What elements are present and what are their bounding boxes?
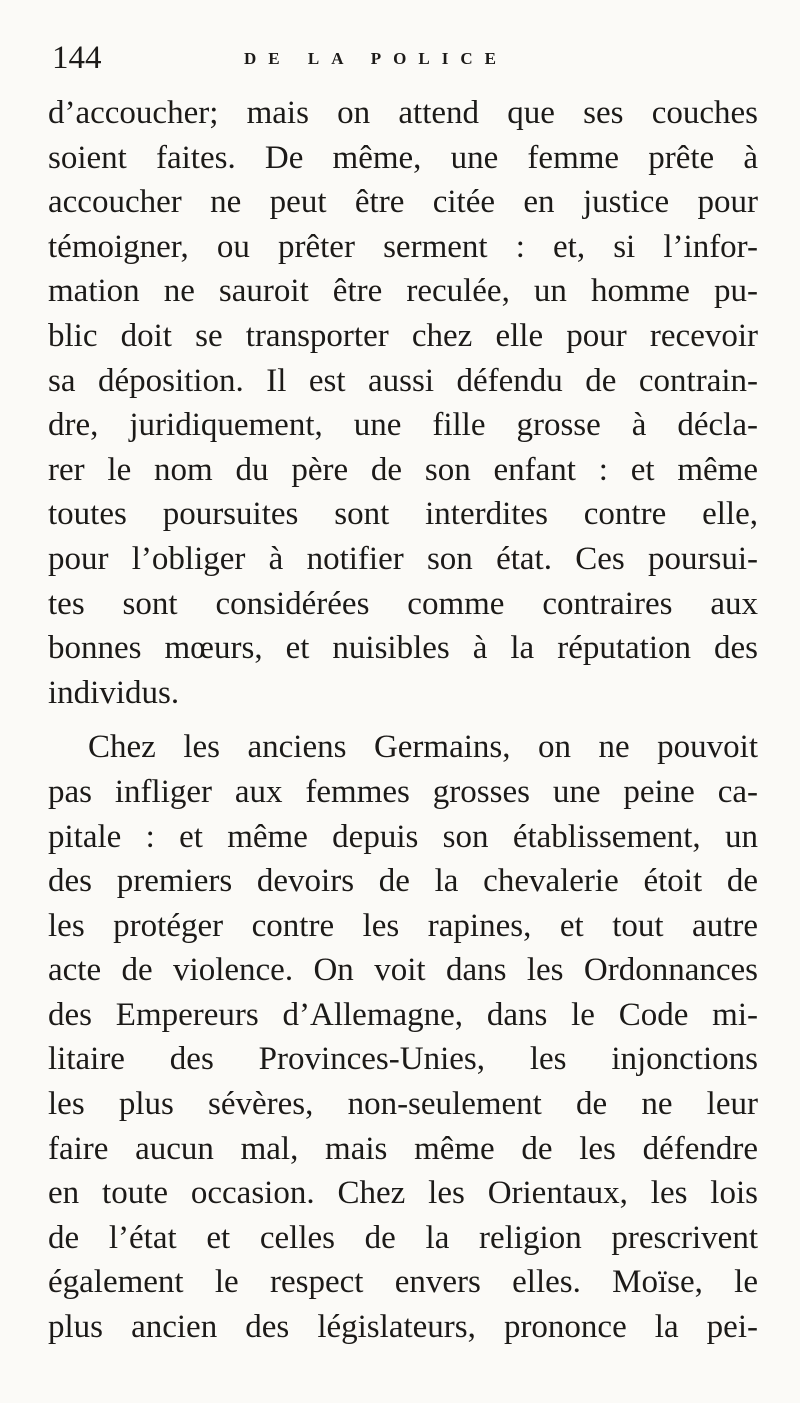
text-line: tes sont considérées comme contraires aux — [48, 585, 758, 622]
text-line: de l’état et celles de la religion prescrivent — [48, 1219, 758, 1256]
text-line: témoigner, ou prêter serment : et, si l’infor- — [48, 228, 758, 265]
text-line: bonnes mœurs, et nuisibles à la réputation des — [48, 630, 758, 667]
text-line: des Empereurs d’Allemagne, dans le Code mi- — [48, 996, 758, 1033]
text-line: en toute occasion. Chez les Orientaux, les lois — [48, 1175, 758, 1212]
text-line: litaire des Provinces-Unies, les injonctions — [48, 1041, 758, 1078]
text-line: sa déposition. Il est aussi défendu de contrain- — [48, 362, 758, 399]
text-line: soient faites. De même, une femme prête à — [48, 139, 758, 176]
paragraph-2 — [48, 725, 758, 1349]
text-line: des premiers devoirs de la chevalerie étoit de — [48, 863, 758, 900]
text-line: rer le nom du père de son enfant : et même — [48, 451, 758, 488]
text-line: d’accoucher; mais on attend que ses couches — [48, 95, 758, 131]
text-line: blic doit se transporter chez elle pour recevoir — [48, 317, 758, 354]
text-line: également le respect envers elles. Moïse, le — [48, 1264, 758, 1301]
text-line: acte de violence. On voit dans les Ordonnances — [48, 952, 758, 989]
text-line: plus ancien des législateurs, prononce la pei- — [48, 1309, 758, 1346]
text-line: pas infliger aux femmes grosses une peine ca- — [48, 773, 758, 810]
page-header — [52, 40, 757, 86]
text-line: Chez les anciens Germains, on ne pouvoit — [88, 729, 758, 766]
text-line: pitale : et même depuis son établissement, un — [48, 818, 758, 855]
running-head: DE LA POLICE — [244, 49, 508, 68]
page-number: 144 — [52, 40, 102, 76]
text-line: les plus sévères, non-seulement de ne leur — [48, 1086, 758, 1123]
text-line: accoucher ne peut être citée en justice pour — [48, 184, 758, 221]
text-line: mation ne sauroit être reculée, un homme pu- — [48, 273, 758, 310]
text-line: individus. — [48, 674, 180, 711]
text-line: dre, juridiquement, une fille grosse à décla- — [48, 407, 758, 444]
body-text — [48, 91, 758, 1350]
text-line: faire aucun mal, mais même de les défendre — [48, 1130, 758, 1167]
paragraph-1 — [48, 91, 758, 715]
text-line: toutes poursuites sont interdites contre elle, — [48, 496, 758, 533]
text-line: pour l’obliger à notifier son état. Ces poursui- — [48, 540, 758, 577]
text-line: les protéger contre les rapines, et tout autre — [48, 907, 758, 944]
